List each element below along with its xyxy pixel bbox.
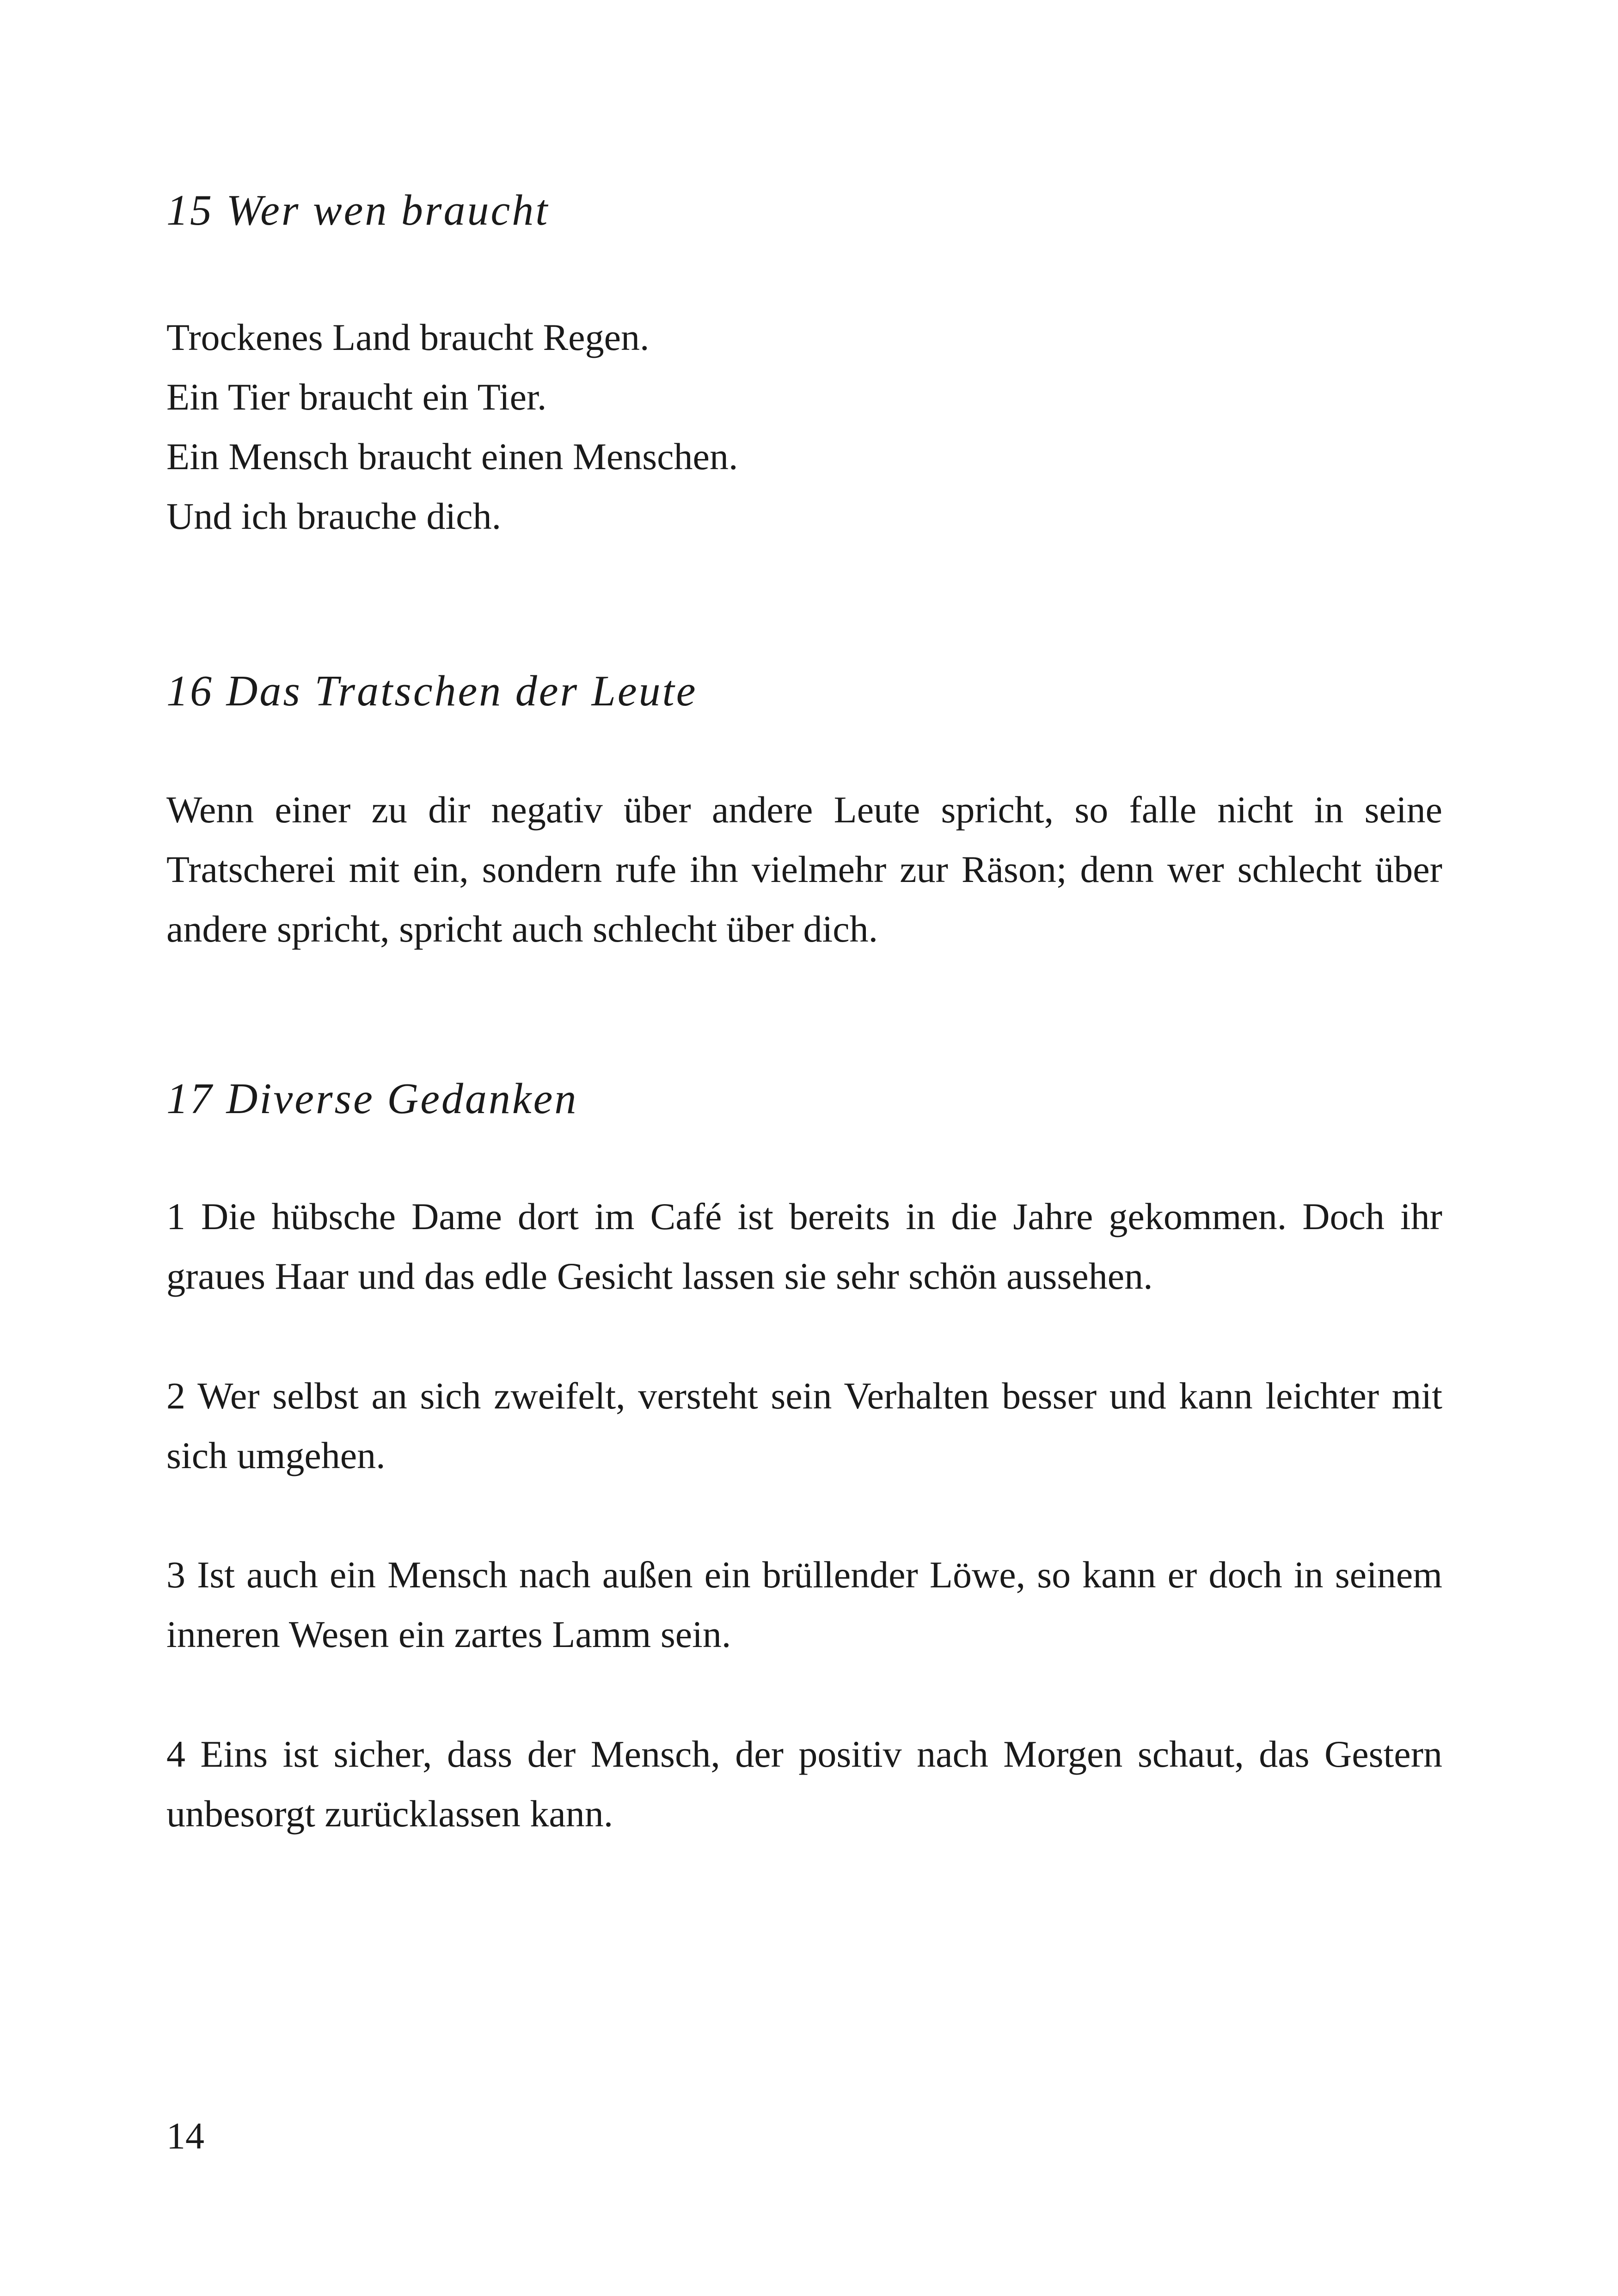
book-page xyxy=(166,0,1442,2296)
paragraph-tratschen xyxy=(166,780,1442,959)
thought-text: 3 Ist auch ein Mensch nach außen ein brüllender Löwe, so kann er doch in seinem inneren Wesen ein zartes Lamm sein. xyxy=(166,1554,1442,1655)
thought-text: 2 Wer selbst an sich zweifelt, versteht sein Verhalten besser und kann leichter mit sich umgehen. xyxy=(166,1375,1442,1476)
section-title-17: 17 Diverse Gedanken xyxy=(166,1075,578,1123)
poem-line: Trockenes Land braucht Regen. xyxy=(166,316,650,358)
thought-3 xyxy=(166,1545,1442,1664)
section-title-15: 15 Wer wen braucht xyxy=(166,186,550,234)
paragraph-text: Wenn einer zu dir negativ über andere Leute spricht, so falle nicht in seine Tratscherei mit ein, sondern rufe ihn vielmehr zur Räson; denn wer schlecht über andere spricht, spricht auch schlecht über dich. xyxy=(166,789,1442,950)
poem-line: Ein Tier braucht ein Tier. xyxy=(166,376,547,418)
section-title-16: 16 Das Tratschen der Leute xyxy=(166,667,698,715)
poem-line: Und ich brauche dich. xyxy=(166,495,502,537)
poem-line: Ein Mensch braucht einen Menschen. xyxy=(166,435,738,478)
page-number: 14 xyxy=(166,2115,204,2157)
poem-wer-wen-braucht xyxy=(166,307,1442,546)
thought-text: 1 Die hübsche Dame dort im Café ist bereits in die Jahre gekommen. Doch ihr graues Haar und das edle Gesicht lassen sie sehr schön aussehen. xyxy=(166,1195,1442,1297)
thought-text: 4 Eins ist sicher, dass der Mensch, der positiv nach Morgen schaut, das Gestern unbesorgt zurücklassen kann. xyxy=(166,1733,1442,1835)
thought-4 xyxy=(166,1724,1442,1843)
thought-1 xyxy=(166,1187,1442,1306)
thought-2 xyxy=(166,1366,1442,1485)
